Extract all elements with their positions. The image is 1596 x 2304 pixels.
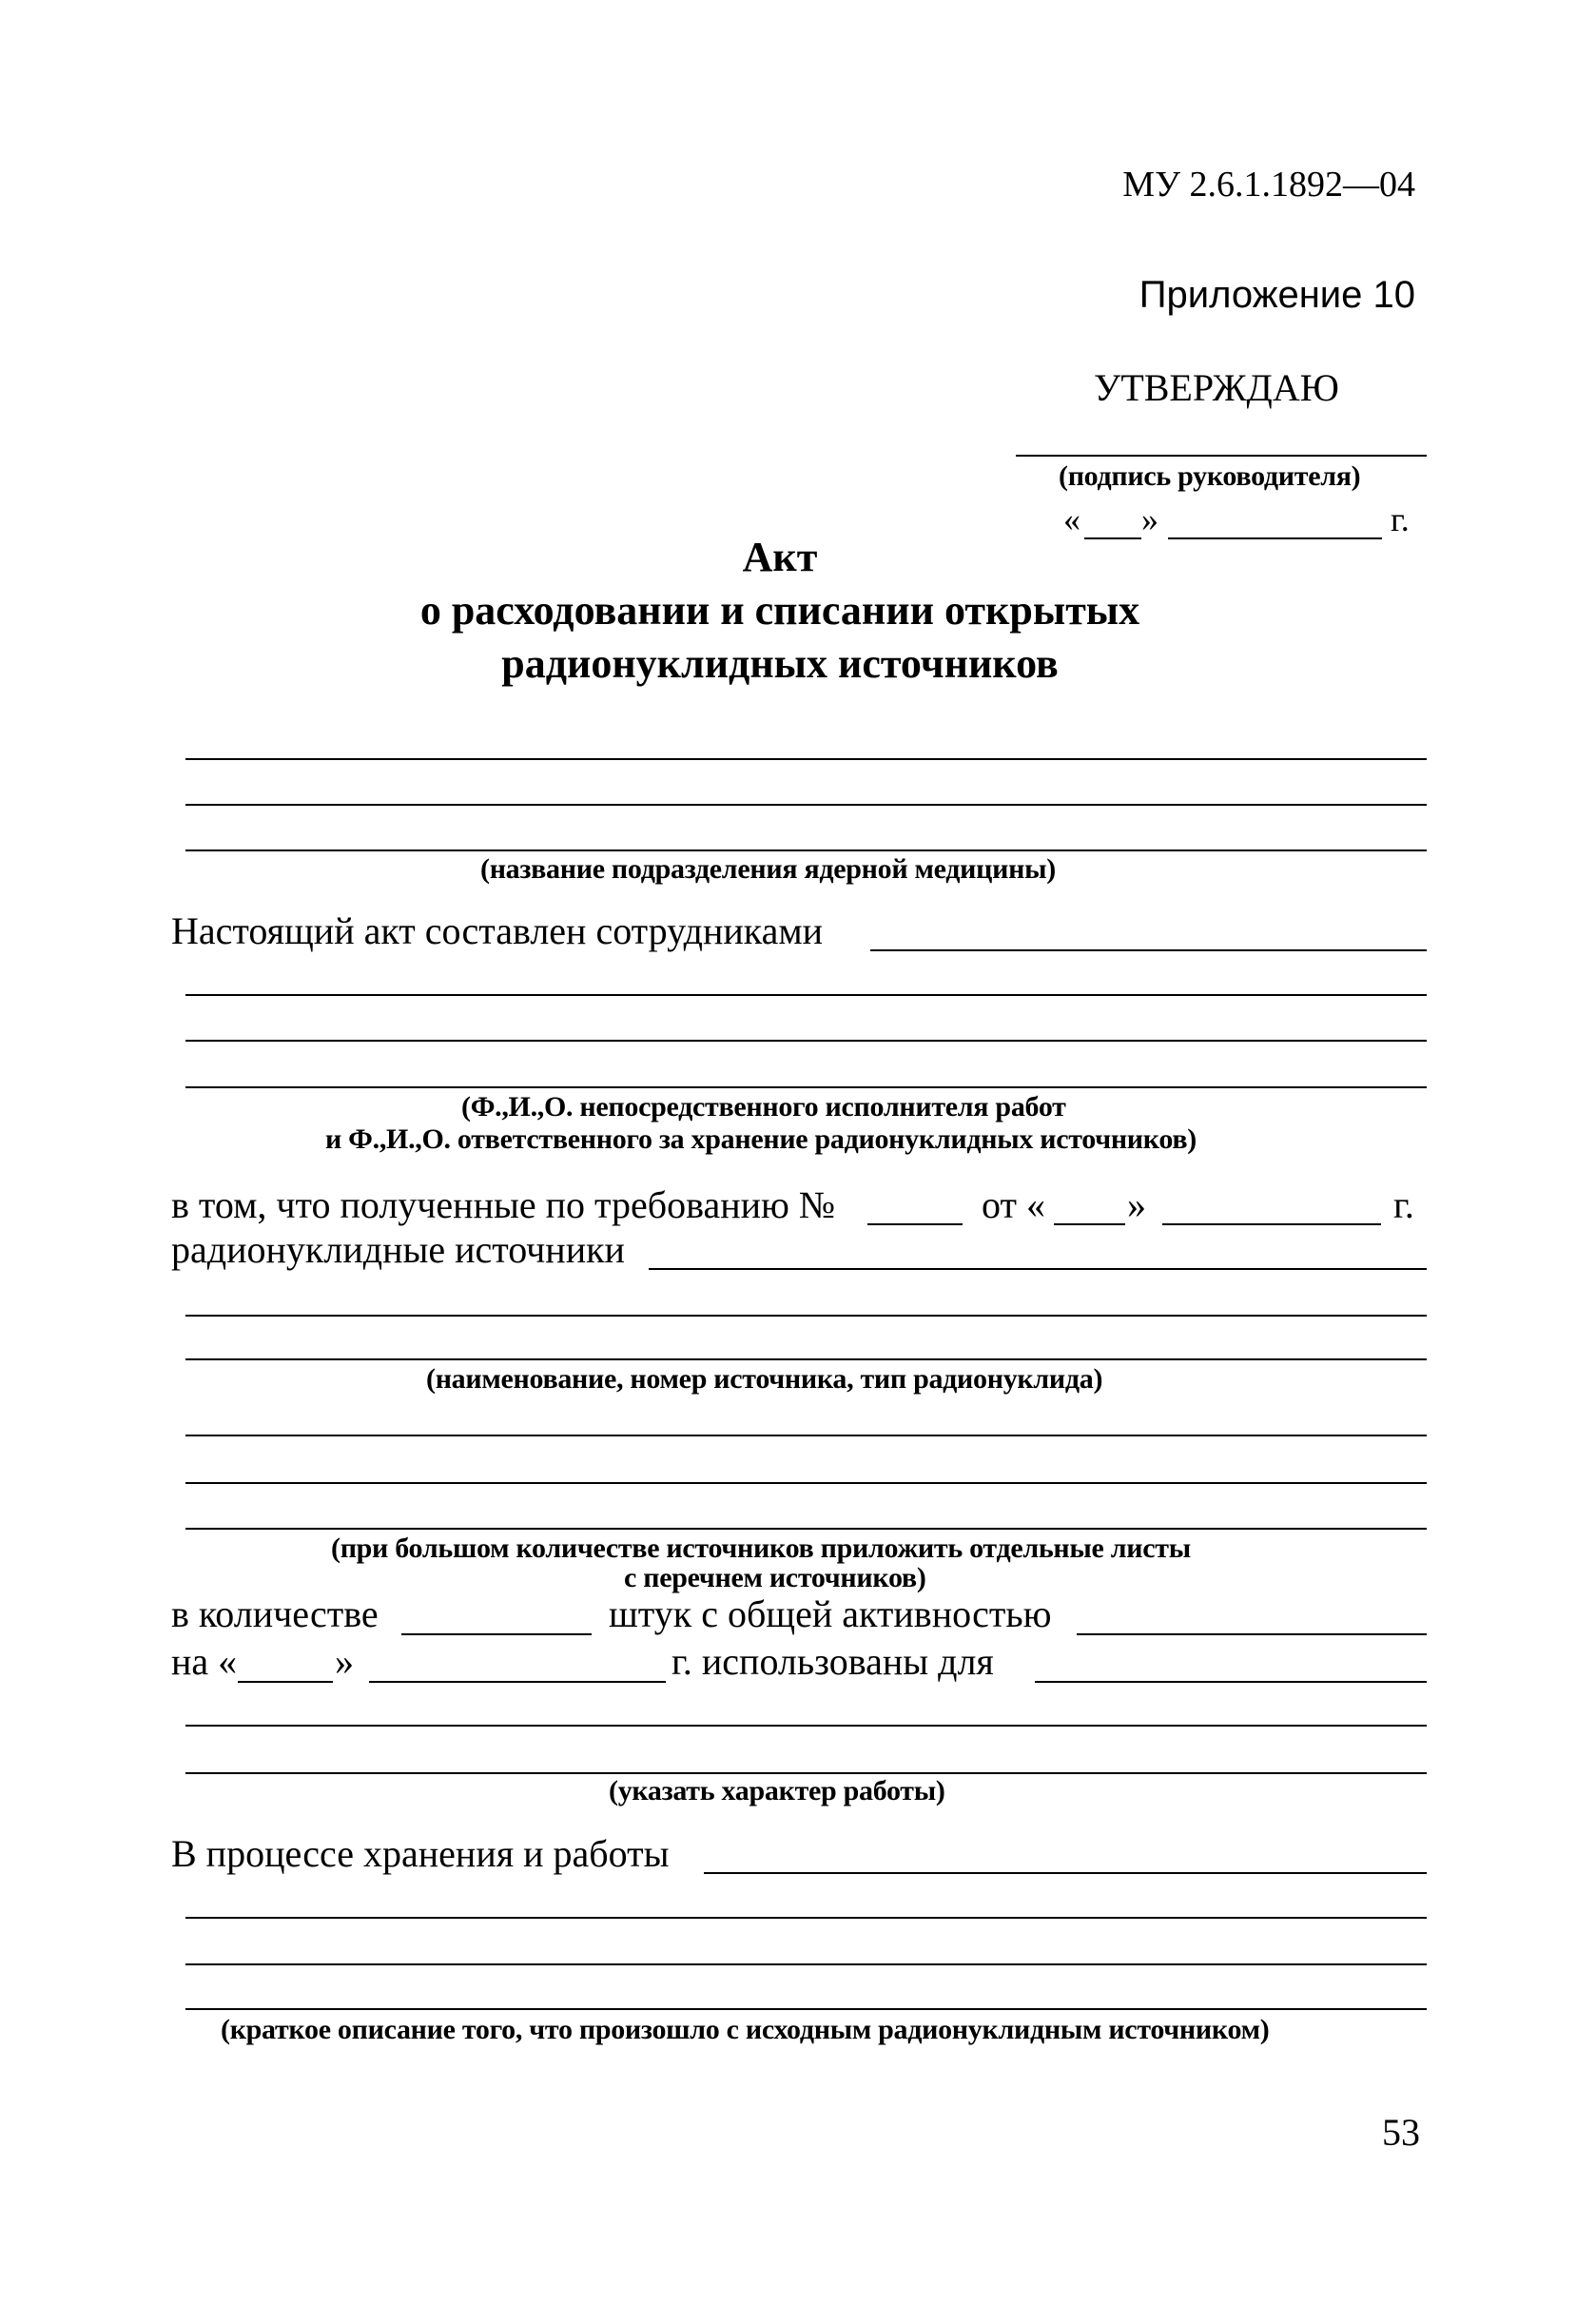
sources-label: радионуклидные источники [171, 1228, 625, 1271]
title-line-2: о расходовании и списании открытых [419, 587, 1140, 634]
dept-caption: (название подразделения ядерной медицины) [480, 853, 1056, 885]
many-caption-1: (при большом количестве источников приложить отдельные листы [331, 1533, 1191, 1564]
dept-line-3[interactable] [185, 849, 1427, 851]
staff-label: Настоящий акт составлен сотрудниками [171, 909, 824, 952]
request-from: от « [982, 1183, 1045, 1226]
title-line-3: радионуклидных источников [501, 640, 1059, 687]
on-day-blank[interactable] [238, 1681, 333, 1683]
request-number-blank[interactable] [867, 1223, 963, 1225]
dept-line-2[interactable] [185, 804, 1427, 806]
sources-line-3[interactable] [185, 1435, 1427, 1436]
staff-line-2[interactable] [185, 1040, 1427, 1042]
appendix-label: Приложение 10 [1139, 274, 1415, 316]
page-number: 53 [1382, 2111, 1420, 2154]
approve-date-open-quote: « [1063, 500, 1080, 538]
staff-caption-2: и Ф.,И.,О. ответственного за хранение радионуклидных источников) [325, 1123, 1197, 1155]
request-close-quote: » [1127, 1183, 1146, 1226]
staff-line-3[interactable] [185, 1086, 1427, 1088]
sources-line-5[interactable] [185, 1528, 1427, 1530]
sources-line-0[interactable] [649, 1268, 1427, 1270]
approve-label: УТВЕРЖДАЮ [1094, 366, 1339, 409]
qty-mid: штук с общей активностью [609, 1592, 1052, 1635]
process-line-2[interactable] [185, 1963, 1427, 1965]
request-text: в том, что полученные по требованию № [171, 1183, 836, 1226]
on-label: на « [171, 1640, 238, 1683]
sources-line-1[interactable] [185, 1315, 1427, 1317]
title-line-1: Акт [742, 534, 818, 580]
used-for-label: г. использованы для [671, 1640, 994, 1683]
work-caption: (указать характер работы) [609, 1775, 945, 1806]
sources-line-2[interactable] [185, 1358, 1427, 1360]
approve-month-blank[interactable] [1168, 537, 1382, 539]
on-close-quote: » [335, 1640, 354, 1683]
staff-line-1[interactable] [185, 994, 1427, 996]
request-month-blank[interactable] [1162, 1223, 1381, 1225]
used-for-line-1[interactable] [185, 1725, 1427, 1727]
process-line-3[interactable] [185, 2008, 1427, 2010]
used-for-line-2[interactable] [185, 1772, 1427, 1774]
sources-caption: (наименование, номер источника, тип радионуклида) [426, 1363, 1103, 1395]
process-line-1[interactable] [185, 1917, 1427, 1919]
staff-line-0[interactable] [870, 949, 1427, 951]
activity-blank[interactable] [1077, 1633, 1427, 1635]
dept-line-1[interactable] [185, 758, 1427, 760]
signature-caption: (подпись руководителя) [1059, 460, 1361, 492]
signature-line[interactable] [1016, 455, 1427, 457]
many-caption-2: с перечнем источников) [624, 1562, 926, 1593]
qty-label: в количестве [171, 1592, 379, 1635]
approve-date-year: г. [1391, 500, 1410, 538]
process-line-0[interactable] [704, 1872, 1427, 1874]
request-year: г. [1393, 1183, 1414, 1226]
request-day-blank[interactable] [1054, 1223, 1125, 1225]
staff-caption-1: (Ф.,И.,О. непосредственного исполнителя работ [461, 1091, 1066, 1123]
used-for-line-0[interactable] [1035, 1681, 1427, 1683]
process-caption: (краткое описание того, что произошло с исходным радионуклидным источником) [221, 2014, 1270, 2045]
qty-blank[interactable] [401, 1633, 592, 1635]
on-month-blank[interactable] [369, 1681, 666, 1683]
sources-line-4[interactable] [185, 1482, 1427, 1484]
document-title [361, 531, 1198, 691]
approve-date-close-quote: » [1141, 500, 1158, 538]
process-label: В процессе хранения и работы [171, 1832, 670, 1875]
document-code: МУ 2.6.1.1892—04 [1122, 165, 1415, 205]
